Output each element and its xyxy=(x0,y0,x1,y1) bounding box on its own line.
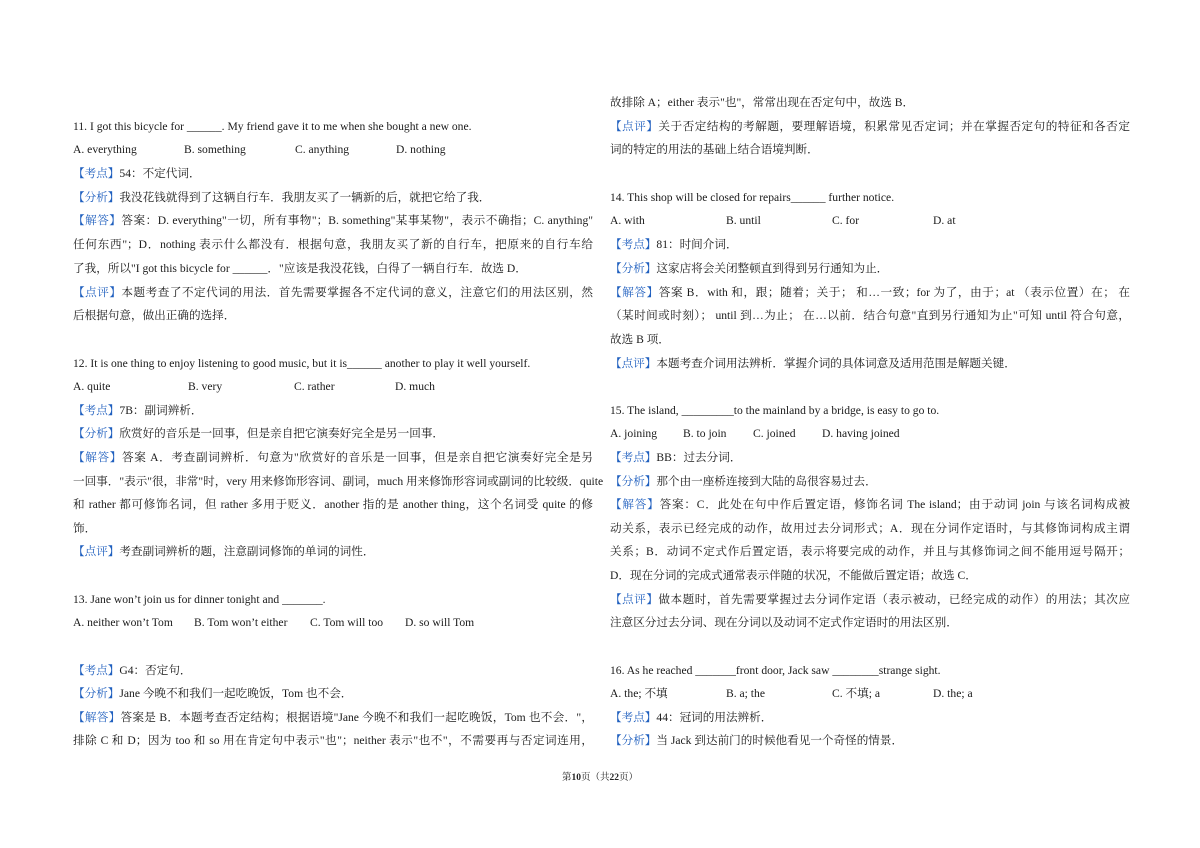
q16-fenxi: 【分析】当 Jack 到达前门的时候他看见一个奇怪的情景． xyxy=(610,734,904,747)
q13-kaodian: 【考点】G4：否定句． xyxy=(73,664,192,677)
q12-fenxi: 【分析】欣赏好的音乐是一回事，但是亲自把它演奏好完全是另一回事． xyxy=(73,427,445,440)
q14-kaodian: 【考点】81：时间介词． xyxy=(610,238,738,251)
q12-kaodian: 【考点】7B：副词辨析． xyxy=(73,404,203,417)
q15-option-a: A. joining xyxy=(610,427,658,440)
page-footer: 第10页（共22页） xyxy=(561,773,639,783)
q13-option-a: A. neither won’t Tom xyxy=(73,616,173,629)
q15-jieda-line: 动关系，表示已经完成的动作，故用过去分词形式；A．现在分词作定语时，与其修饰词构成主谓 xyxy=(610,522,1130,535)
q14-option-a: A. with xyxy=(610,214,645,227)
q12-jieda-line: 和 rather 都可修饰名词，但 rather 多用于贬义．another 指的是 another thing，这个名词受 quite 的修 xyxy=(73,498,593,511)
total-page-count: 22 xyxy=(609,773,619,783)
q11-option-b: B. something xyxy=(184,143,246,156)
q14-fenxi: 【分析】这家店将会关闭整顿直到得到另行通知为止． xyxy=(610,262,889,275)
q16-option-c: C. 不填; a xyxy=(832,687,880,700)
q11-dianping-line: 后根据句意，做出正确的选择． xyxy=(73,309,236,322)
q14-option-d: D. at xyxy=(933,214,956,227)
q11-fenxi: 【分析】我没花钱就得到了这辆自行车．我朋友买了一辆新的后，就把它给了我． xyxy=(73,191,491,204)
q14-option-b: B. until xyxy=(726,214,761,227)
q12-option-b: B. very xyxy=(188,380,223,393)
q11-dianping: 【点评】本题考查了不定代词的用法．首先需要掌握各不定代词的意义，注意它们的用法区别，然 xyxy=(73,286,593,299)
q15-jieda: 【解答】答案：C．此处在句中作后置定语，修饰名词 The island；由于动词 join 与该名词构成被 xyxy=(610,498,1130,511)
q11-options xyxy=(73,140,593,160)
q16-option-d: D. the; a xyxy=(933,687,973,700)
q16-option-a: A. the; 不填 xyxy=(610,687,668,700)
q15-jieda-line: D．现在分词的完成式通常表示伴随的状况，不能做后置定语；故选 C． xyxy=(610,569,977,582)
q11-jieda-line: 了我，所以"I got this bicycle for ______．"应该是我没花钱，白得了一辆自行车．故选 D． xyxy=(73,262,527,275)
q16-options xyxy=(610,684,1130,704)
q16-option-b: B. a; the xyxy=(726,687,765,700)
q16-stem: 16. As he reached _______front door, Jack saw ________strange sight. xyxy=(610,664,941,677)
q13-options xyxy=(73,613,593,633)
q13-stem: 13. Jane won’t join us for dinner tonight and _______. xyxy=(73,593,326,606)
q15-kaodian: 【考点】BB：过去分词． xyxy=(610,451,742,464)
q12-jieda-line: 一回事．"表示"很，非常"时，very 用来修饰形容词、副词，much 用来修饰形容词或副词的比较级．quite xyxy=(73,475,604,488)
q11-jieda: 【解答】答案：D. everything"一切，所有事物"；B. something"某事某物"，表示不确指；C. anything" xyxy=(73,214,593,227)
q14-dianping: 【点评】本题考查介词用法辨析．掌握介词的具体词意及适用范围是解题关键． xyxy=(610,357,1016,370)
q13-dianping-line: 词的特定的用法的基础上结合语境判断． xyxy=(610,143,819,156)
q15-fenxi: 【分析】那个由一座桥连接到大陆的岛很容易过去． xyxy=(610,475,877,488)
q14-jieda: 【解答】答案 B．with 和，跟；随着；关于； 和…一致；for 为了，由于；at （表示位置）在； 在 xyxy=(610,286,1130,299)
q11-stem: 11. I got this bicycle for ______. My friend gave it to me when she bought a new one. xyxy=(73,120,472,133)
q13-jieda-end: 故排除 A；either 表示"也"，常常出现在否定句中，故选 B． xyxy=(610,96,915,109)
q13-option-d: D. so will Tom xyxy=(405,616,475,629)
q14-stem: 14. This shop will be closed for repairs______ further notice. xyxy=(610,191,895,204)
q12-stem: 12. It is one thing to enjoy listening to good music, but it is______ another to play it well yourself. xyxy=(73,357,531,370)
q13-jieda: 【解答】答案是 B．本题考查否定结构；根据语境"Jane 今晚不和我们一起吃晚饭，Tom 也不会．"， xyxy=(73,711,593,724)
q13-jieda-line: 排除 C 和 D；因为 too 和 so 用在肯定句中表示"也"；neither 表示"也不"，不需要再与否定词连用， xyxy=(73,734,593,747)
q15-jieda-line: 关系；B．动词不定式作后置定语，表示将要完成的动作，并且与其修饰词之间不能用逗号隔开； xyxy=(610,545,1130,558)
q15-option-c: C. joined xyxy=(753,427,796,440)
q12-option-a: A. quite xyxy=(73,380,111,393)
q13-option-c: C. Tom will too xyxy=(310,616,384,629)
q12-dianping: 【点评】考查副词辨析的题，注意副词修饰的单词的词性． xyxy=(73,545,375,558)
q12-jieda: 【解答】答案 A．考查副词辨析．句意为"欣赏好的音乐是一回事，但是亲自把它演奏好完全是另 xyxy=(73,451,593,464)
q15-dianping: 【点评】做本题时，首先需要掌握过去分词作定语（表示被动，已经完成的动作）的用法；其次应 xyxy=(610,593,1130,606)
q15-option-b: B. to join xyxy=(683,427,727,440)
q11-kaodian: 【考点】54：不定代词． xyxy=(73,167,201,180)
q13-option-b: B. Tom won’t either xyxy=(194,616,288,629)
q16-kaodian: 【考点】44：冠词的用法辨析． xyxy=(610,711,773,724)
q14-jieda-line: 故选 B 项． xyxy=(610,333,670,346)
q15-dianping-line: 注意区分过去分词、现在分词以及动词不定式作定语时的用法区别． xyxy=(610,616,958,629)
q14-option-c: C. for xyxy=(832,214,860,227)
q11-option-c: C. anything xyxy=(295,143,350,156)
q13-fenxi: 【分析】Jane 今晚不和我们一起吃晚饭，Tom 也不会． xyxy=(73,687,353,700)
q12-option-c: C. rather xyxy=(294,380,335,393)
q14-jieda-line: （某时间或时刻）； until 到…为止； 在…以前．结合句意"直到另行通知为止"可知 until 符合句意， xyxy=(610,309,1130,322)
q14-options xyxy=(610,211,1130,231)
q12-options xyxy=(73,377,593,397)
q11-jieda-line: 任何东西"；D．nothing 表示什么都没有．根据句意，我朋友买了新的自行车，把原来的自行车给 xyxy=(73,238,593,251)
q11-option-a: A. everything xyxy=(73,143,137,156)
current-page-number: 10 xyxy=(571,773,581,783)
q12-jieda-line: 饰． xyxy=(73,522,97,535)
q15-options xyxy=(610,424,1130,444)
q12-option-d: D. much xyxy=(395,380,435,393)
q15-option-d: D. having joined xyxy=(822,427,900,440)
q15-stem: 15. The island, _________to the mainland by a bridge, is easy to go to. xyxy=(610,404,940,417)
q13-dianping: 【点评】关于否定结构的考解题，要理解语境，积累常见否定词；并在掌握否定句的特征和各否定 xyxy=(610,120,1130,133)
q11-option-d: D. nothing xyxy=(396,143,446,156)
